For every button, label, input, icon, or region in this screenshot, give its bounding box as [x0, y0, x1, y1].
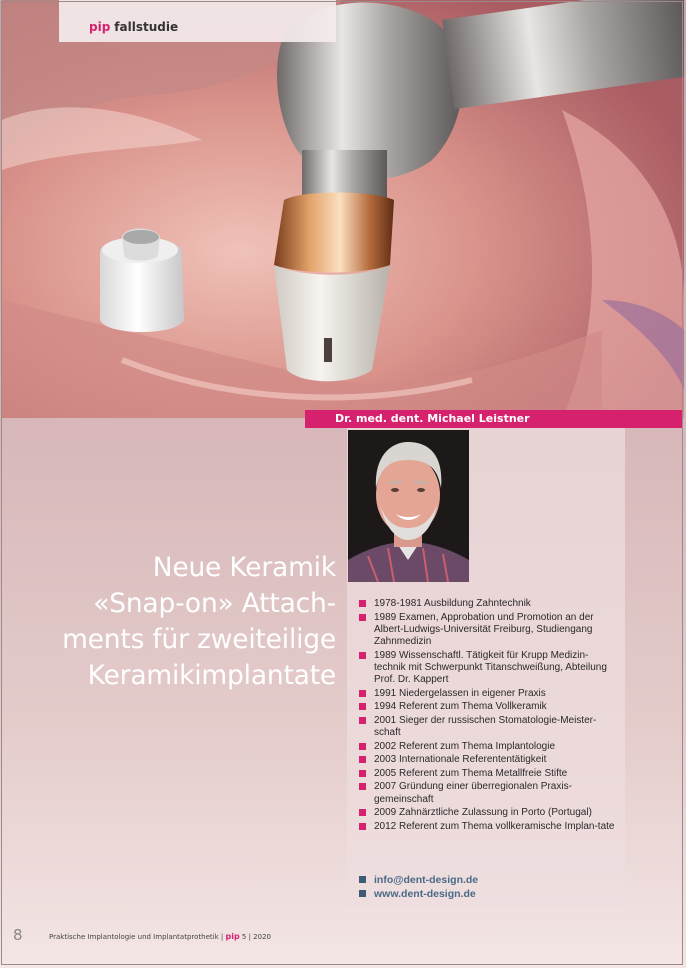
bio-item-text: 1989 Examen, Approbation und Promotion an der Albert-Ludwigs-Universität Freiburg, Studiengang Zahnmedizin [374, 611, 594, 647]
bio-item-text: 2012 Referent zum Thema vollkeramische Implan-tate [374, 820, 615, 832]
footer-issue: 5 | 2020 [241, 933, 271, 941]
square-bullet-icon [359, 783, 366, 790]
square-bullet-icon [359, 756, 366, 763]
bio-item [358, 701, 620, 713]
square-bullet-icon [359, 743, 366, 750]
article-title-line: Neue Keramik [152, 552, 336, 583]
bio-item [358, 807, 620, 819]
bio-item [358, 741, 620, 753]
square-bullet-icon [359, 717, 366, 724]
contact-list [358, 873, 478, 901]
article-title [40, 550, 336, 694]
square-bullet-icon [359, 876, 366, 883]
square-bullet-icon [359, 809, 366, 816]
bio-item [358, 650, 620, 687]
bio-item [358, 768, 620, 780]
bio-item-text: 1989 Wissenschaftl. Tätigkeit für Krupp Medizin-technik mit Schwerpunkt Titanschweißung, Abteilung Prof. Dr. Kappert [374, 649, 607, 685]
article-title-line: «Snap-on» Attach- [93, 588, 336, 619]
square-bullet-icon [359, 703, 366, 710]
square-bullet-icon [359, 890, 366, 897]
author-name-bar [305, 410, 683, 428]
contact-email-link[interactable]: info@dent-design.de [374, 874, 479, 886]
bio-item-text: 1994 Referent zum Thema Vollkeramik [374, 701, 547, 713]
square-bullet-icon [359, 652, 366, 659]
bio-item [358, 688, 620, 700]
square-bullet-icon [359, 823, 366, 830]
article-title-line: Keramikimplantate [87, 660, 336, 691]
bio-item [358, 821, 620, 833]
bio-item-text: 2001 Sieger der russischen Stomatologie-Meister-schaft [374, 714, 597, 738]
square-bullet-icon [359, 614, 366, 621]
bio-list [358, 598, 620, 834]
article-title-line: ments für zweiteilige [62, 624, 336, 655]
bio-item-text: 2005 Referent zum Thema Metallfreie Stifte [374, 767, 568, 779]
header-brand: pip [89, 20, 111, 34]
author-name: Dr. med. dent. Michael Leistner [335, 412, 530, 425]
author-portrait [348, 430, 469, 582]
hero-photo [2, 0, 684, 418]
bio-item-text: 2003 Internationale Referententätigkeit [374, 754, 547, 766]
bio-item [358, 612, 620, 649]
square-bullet-icon [359, 770, 366, 777]
footer-brand: pip [225, 932, 240, 941]
bio-item [358, 715, 620, 739]
page-number: 8 [13, 926, 23, 944]
bio-item-text: 1978-1981 Ausbildung Zahntechnik [374, 598, 531, 609]
footer-journal: Praktische Implantologie und Implantatprothetik | [49, 933, 224, 941]
hero-photo-illustration [2, 0, 684, 418]
author-portrait-image [348, 430, 469, 582]
contact-email[interactable] [358, 873, 478, 887]
square-bullet-icon [359, 600, 366, 607]
bio-item-text: 2002 Referent zum Thema Implantologie [374, 740, 556, 752]
bio-item-text: 2007 Gründung einer überregionalen Praxis-gemeinschaft [374, 781, 572, 805]
square-bullet-icon [359, 690, 366, 697]
bio-item [358, 781, 620, 805]
contact-web[interactable] [358, 887, 478, 901]
bio-item-text: 1991 Niedergelassen in eigener Praxis [374, 687, 546, 699]
header-section: fallstudie [114, 20, 179, 34]
bio-item [358, 754, 620, 766]
bio-item-text: 2009 Zahnärztliche Zulassung in Porto (Portugal) [374, 807, 592, 819]
running-header [59, 0, 336, 42]
contact-web-link[interactable]: www.dent-design.de [374, 888, 476, 900]
bio-item [358, 598, 620, 610]
running-footer [49, 932, 271, 941]
